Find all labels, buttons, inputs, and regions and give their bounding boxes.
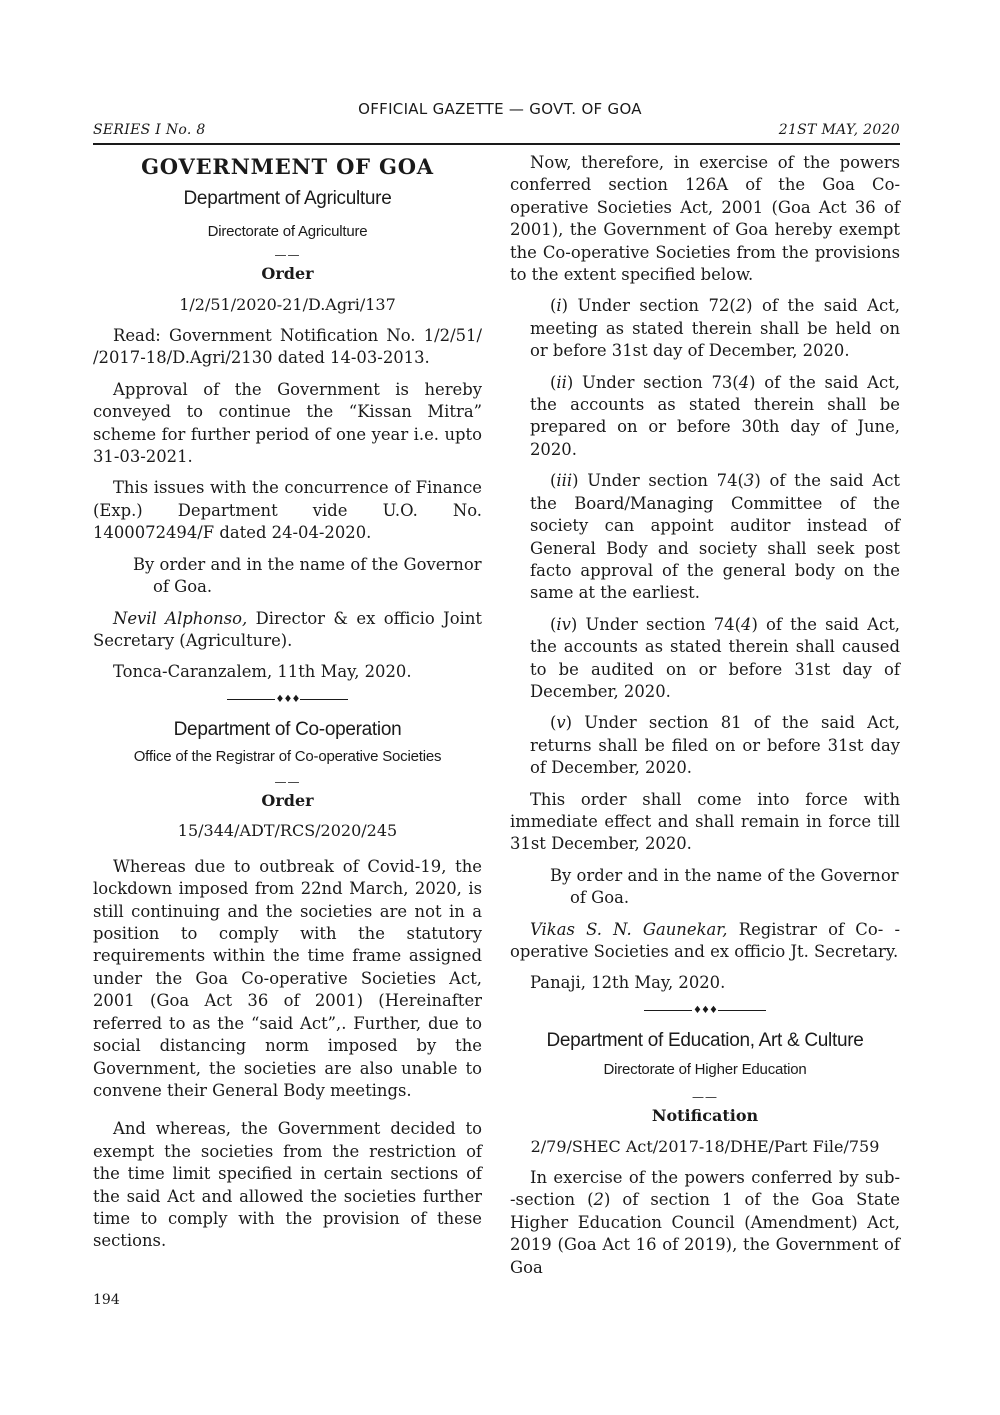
higher-education-directorate-heading: Directorate of Higher Education <box>603 1060 807 1078</box>
cooperation-department-heading: Department of Co-operation <box>173 719 402 741</box>
approval-paragraph: Approval of the Government is hereby conveyed to continue the “Kissan Mitra” scheme for further period of one year i.e. upto 31-03-2021. <box>93 379 482 467</box>
signatory-block <box>510 919 900 964</box>
governor-order-text: By order and in the name of the Governor <box>133 554 482 574</box>
issue-date: 21ST MAY, 2020 <box>778 122 900 138</box>
notification-heading: Notification <box>651 1106 759 1126</box>
signatory-name: Nevil Alphonso, <box>113 608 248 628</box>
read-reference: Read: Government Notification No. 1/2/51/ /2017-18/D.Agri/2130 dated 14-03-2013. <box>93 326 482 368</box>
place-date: Tonca-Caranzalem, 11th May, 2020. <box>113 662 412 682</box>
notification-paragraph: In exercise of the powers conferred by sub- -section (2) of section 1 of the Goa State Higher Education Council (Amendment) Act, 2019 (Goa Act 16 of 2019), the Government of Goa <box>510 1167 900 1277</box>
left-column <box>93 152 482 1262</box>
header-rule <box>93 143 900 145</box>
governor-order-text-cont: of Goa. <box>153 577 213 597</box>
signatory-title: Registrar of Co- -operative Societies and ex officio Jt. Secretary. <box>510 919 900 961</box>
exemption-intro: Now, therefore, in exercise of the powers conferred section 126A of the Goa Co-operative Societies Act, 2001 (Goa Act 36 of 2001), the Government of Goa hereby exempt the Co-operative Societies from the provisions to the extent specified below. <box>510 153 900 285</box>
exemption-item: (i) Under section 72(2) of the said Act, meeting as stated therein shall be held on or before 31st day of December, 2020. <box>530 296 900 361</box>
exemption-item: (iii) Under section 74(3) of the said Act the Board/Managing Committee of the society can appoint auditor instead of General Body and society shall seek post facto approval of the general body on the same at the earliest. <box>530 471 900 603</box>
section-separator <box>510 1004 900 1019</box>
short-dash: —— <box>274 775 301 790</box>
registrar-office-heading: Office of the Registrar of Co-operative Societies <box>133 747 442 765</box>
whereas-paragraph: Whereas due to outbreak of Covid-19, the lockdown imposed from 22nd March, 2020, is still continuing and the societies are not in a position to comply with the statutory requirements within the time frame assigned under the Goa Co-operative Societies Act, 2001 (Goa Act 36 of 2001) (Hereinafter referred to as the “said Act”,. Further, due to social distancing norm imposed by the Government, the societies are also unable to convene their General Body meetings. <box>93 856 482 1100</box>
governor-order-line <box>510 865 900 910</box>
series-number: SERIES I No. 8 <box>93 122 206 138</box>
signatory-name: Vikas S. N. Gaunekar, <box>530 919 728 939</box>
and-whereas-paragraph: And whereas, the Government decided to exempt the societies from the restriction of the time limit specified in certain sections of the said Act and allowed the societies further time to comply with the provision of these sections. <box>93 1119 482 1251</box>
governor-order-text: By order and in the name of the Governor <box>550 865 899 885</box>
agriculture-directorate-heading: Directorate of Agriculture <box>207 222 368 240</box>
exemption-item: (iv) Under section 74(4) of the said Act, the accounts as stated therein shall caused to be audited on or before 31st day of December, 2020. <box>530 614 900 701</box>
order-number: 1/2/51/2020-21/D.Agri/137 <box>179 294 396 314</box>
order-heading: Order <box>261 791 314 811</box>
diamond-ornament: ♦♦♦ <box>275 693 300 705</box>
force-paragraph: This order shall come into force with immediate effect and shall remain in force till 31st December, 2020. <box>510 789 900 854</box>
section-separator <box>93 693 482 708</box>
exemption-item: (ii) Under section 73(4) of the said Act, the accounts as stated therein shall be prepared on or before 30th day of June, 2020. <box>530 372 900 459</box>
order-heading: Order <box>261 264 314 284</box>
order-number: 15/344/ADT/RCS/2020/245 <box>177 821 398 841</box>
government-heading: GOVERNMENT OF GOA <box>141 154 434 179</box>
exemption-item: (v) Under section 81 of the said Act, returns shall be filed on or before 31st day of December, 2020. <box>530 713 900 778</box>
governor-order-text-cont: of Goa. <box>570 888 630 908</box>
agriculture-department-heading: Department of Agriculture <box>183 188 392 210</box>
short-dash: —— <box>692 1090 718 1105</box>
concurrence-paragraph: This issues with the concurrence of Finance (Exp.) Department vide U.O. No. 1400072494/F dated 24-04-2020. <box>93 478 482 543</box>
diamond-ornament: ♦♦♦ <box>693 1004 717 1016</box>
place-date: Panaji, 12th May, 2020. <box>530 973 726 993</box>
education-department-heading: Department of Education, Art & Culture <box>546 1030 864 1052</box>
signatory-title: Director & ex officio Joint Secretary (Agriculture). <box>93 608 482 650</box>
page-number: 194 <box>93 1292 120 1308</box>
notification-number: 2/79/SHEC Act/2017-18/DHE/Part File/759 <box>530 1136 880 1156</box>
gazette-title: OFFICIAL GAZETTE — GOVT. OF GOA <box>358 100 642 118</box>
short-dash: —— <box>274 248 301 263</box>
right-column <box>510 152 900 1288</box>
governor-order-line <box>93 554 482 599</box>
signatory-block <box>93 608 482 653</box>
